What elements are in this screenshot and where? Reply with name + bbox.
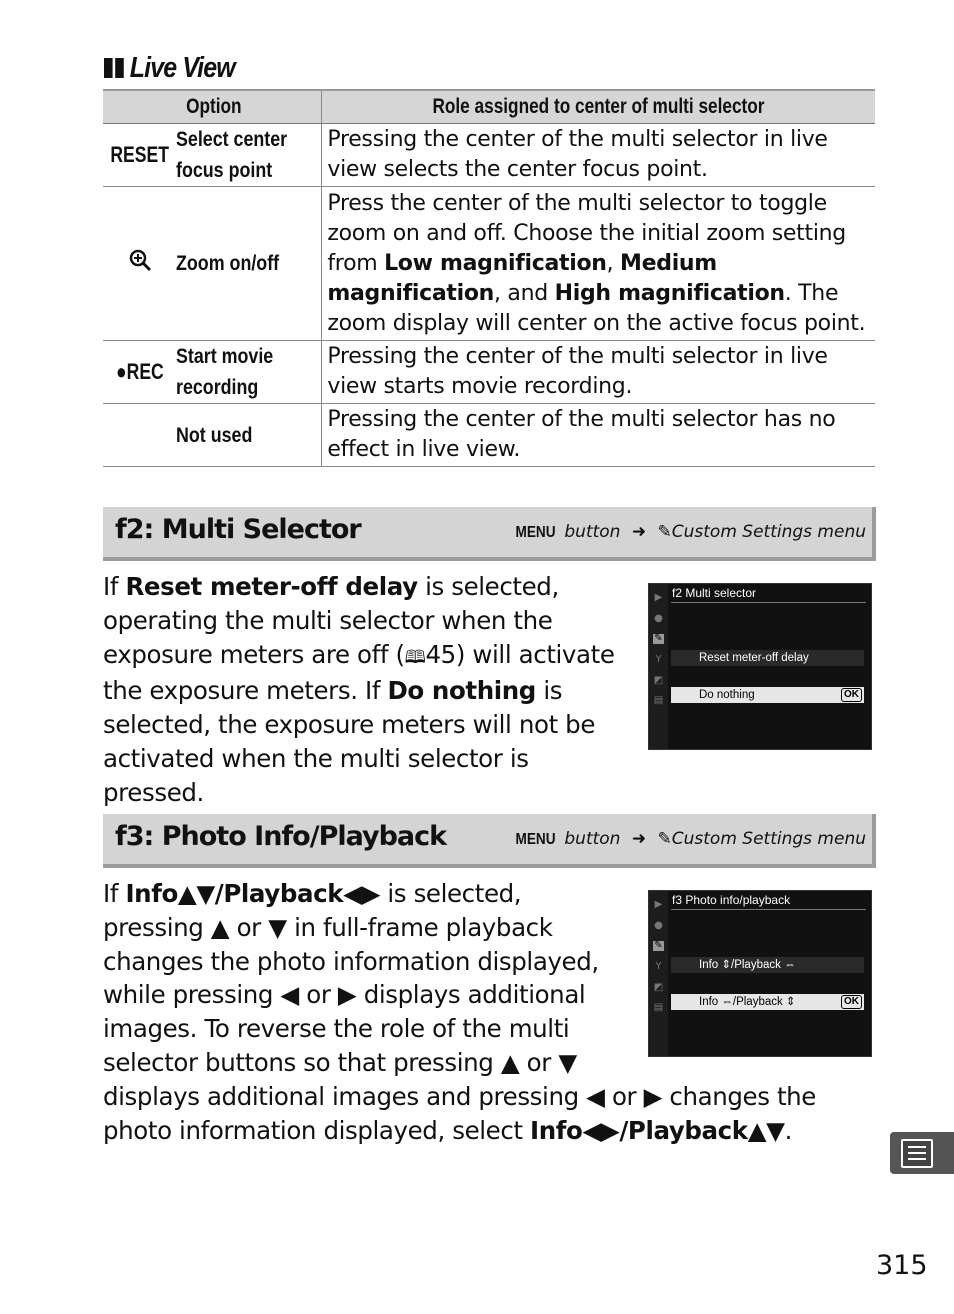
custom-settings-tab bbox=[890, 1132, 954, 1174]
option-name: Start movie recording bbox=[176, 341, 322, 404]
f3-title: f3: Photo Info/Playback bbox=[115, 821, 447, 852]
table-row bbox=[103, 341, 875, 404]
section-marker-icon bbox=[104, 52, 126, 85]
menu-tabs bbox=[649, 584, 668, 749]
option-description: Pressing the center of the multi selector in live view selects the center focus point. bbox=[322, 124, 875, 187]
retouch-tab-icon: ◩ bbox=[653, 982, 664, 993]
screen-option-selected: Do nothing OK bbox=[671, 687, 864, 703]
f2-title: f2: Multi Selector bbox=[115, 514, 361, 545]
recent-tab-icon: ▤ bbox=[653, 695, 664, 706]
f2-description: If Reset meter-off delay is selected, operating the multi selector when the exposure meters are off (🕮45) will activate the exposure meters. If Do nothing is selected, the exposure meters will not be activated when the multi selector is pressed. bbox=[103, 572, 615, 807]
arrow-icon: ➜ bbox=[631, 829, 647, 849]
f2-menu-path: MENU button ➜ ✎Custom Settings menu bbox=[515, 522, 866, 542]
pencil-icon: ✎ bbox=[657, 522, 672, 542]
screen-option: Info ⇕/Playback ⇔ bbox=[671, 957, 864, 973]
pencil-icon: ✎ bbox=[654, 633, 663, 644]
shooting-tab-icon: ● bbox=[654, 920, 663, 931]
list-icon bbox=[901, 1139, 933, 1168]
f3-section-bar bbox=[103, 814, 876, 868]
movie-record-icon: ●REC bbox=[103, 341, 176, 404]
option-description: Press the center of the multi selector to toggle zoom on and off. Choose the initial zoom setting from Low magnification, Medium magnification, and High magnification. The zoom display will center on the active focus point. bbox=[322, 187, 875, 341]
playback-tab-icon: ▶ bbox=[654, 592, 663, 603]
arrow-icon: ➜ bbox=[631, 522, 647, 542]
screen-option: Reset meter-off delay bbox=[671, 650, 864, 666]
option-header: Option bbox=[103, 90, 322, 124]
recent-tab-icon: ▤ bbox=[653, 1002, 664, 1013]
option-name: Select center focus point bbox=[176, 124, 322, 187]
table-row bbox=[103, 404, 875, 467]
setup-tab-icon: Y bbox=[655, 654, 662, 665]
playback-tab-icon: ▶ bbox=[654, 899, 663, 910]
zoom-in-icon bbox=[103, 187, 176, 341]
retouch-tab-icon: ◩ bbox=[653, 675, 664, 686]
book-icon: 🕮 bbox=[404, 646, 426, 668]
live-view-options-table bbox=[103, 89, 875, 467]
ok-icon: OK bbox=[841, 995, 862, 1009]
ok-icon: OK bbox=[841, 688, 862, 702]
shooting-tab-icon: ● bbox=[654, 613, 663, 624]
option-name: Zoom on/off bbox=[176, 187, 322, 341]
f3-description: If Info▲▼/Playback◀▶ is selected, pressing ▲ or ▼ in full-frame playback changes the photo information displayed, while pressing ◀ or ▶ displays additional images. To reverse the role of the multi selector buttons so that pressing ▲ or ▼ displays additional images and pressing ◀ or ▶ changes the photo information displayed, select Info◀▶/Playback▲▼. bbox=[103, 879, 816, 1145]
table-row bbox=[103, 124, 875, 187]
option-name: Not used bbox=[176, 404, 322, 467]
screen-title: f3 Photo info/playback bbox=[672, 893, 791, 907]
option-description: Pressing the center of the multi selector in live view starts movie recording. bbox=[322, 341, 875, 404]
f2-camera-screen bbox=[648, 583, 872, 750]
f3-menu-path: MENU button ➜ ✎Custom Settings menu bbox=[515, 829, 866, 849]
reset-icon: RESET bbox=[103, 124, 176, 187]
table-row bbox=[103, 187, 875, 341]
pencil-icon: ✎ bbox=[657, 829, 672, 849]
live-view-heading: Live View bbox=[104, 52, 235, 85]
f2-section-bar bbox=[103, 507, 876, 561]
table-header-row bbox=[103, 90, 875, 124]
setup-tab-icon: Y bbox=[655, 961, 662, 972]
screen-option-selected: Info ⇔/Playback ⇕ OK bbox=[671, 994, 864, 1010]
role-header: Role assigned to center of multi selector bbox=[322, 90, 875, 124]
pencil-icon: ✎ bbox=[654, 940, 663, 951]
page-number: 315 bbox=[876, 1250, 928, 1281]
screen-title: f2 Multi selector bbox=[672, 586, 757, 600]
option-description: Pressing the center of the multi selector has no effect in live view. bbox=[322, 404, 875, 467]
option-icon-empty bbox=[103, 404, 176, 467]
